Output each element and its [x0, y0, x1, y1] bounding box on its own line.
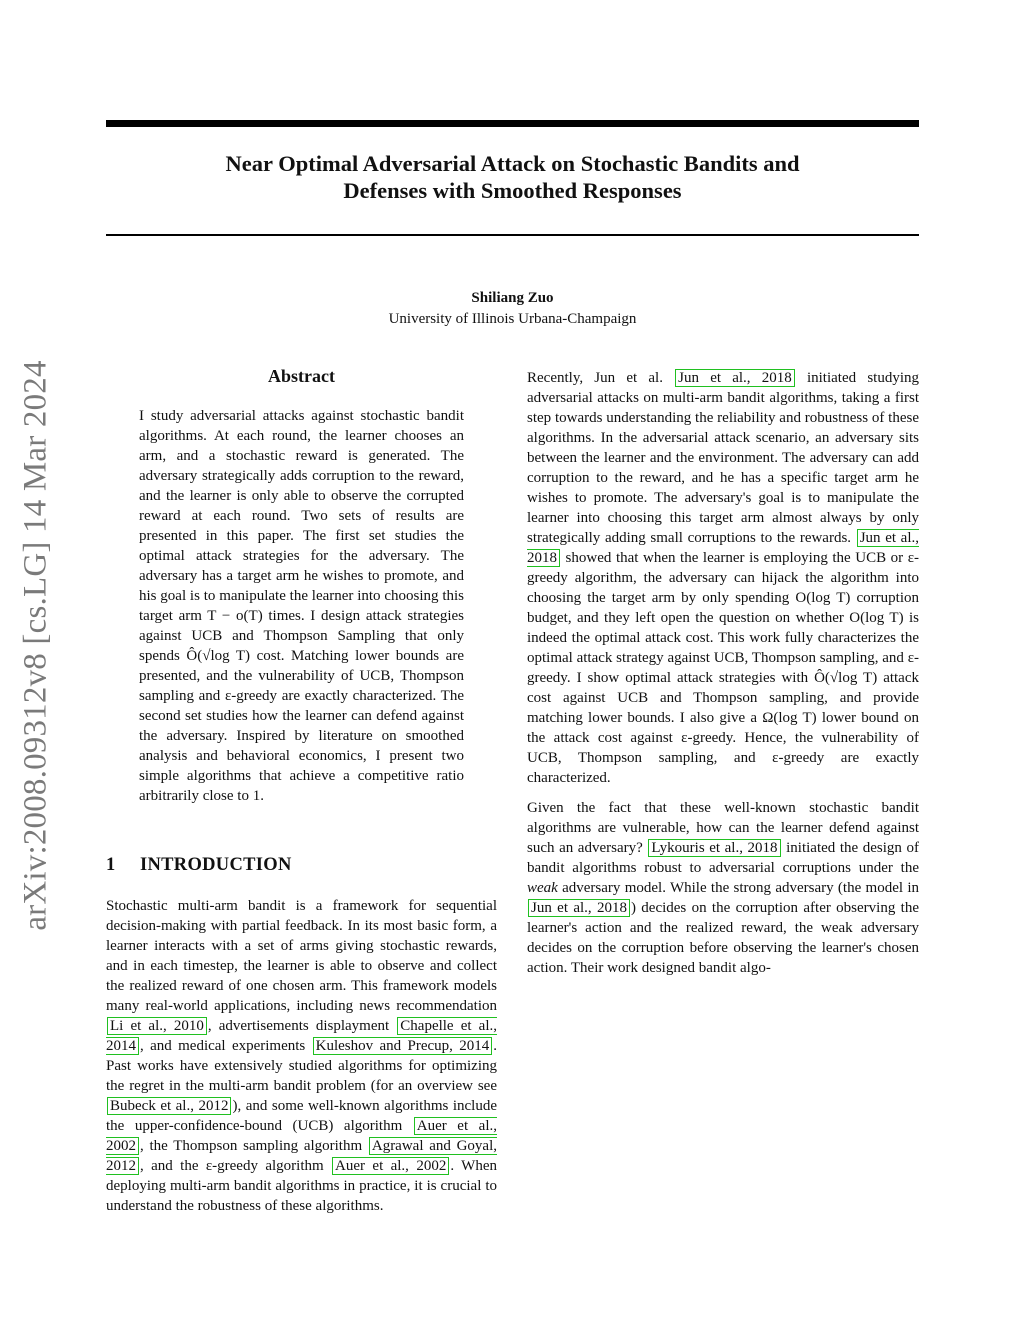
citation-link[interactable]: Bubeck et al., 2012	[107, 1097, 231, 1115]
author-affiliation: University of Illinois Urbana-Champaign	[388, 311, 637, 327]
paragraph-text: adversary model. While the strong adversary (the model in	[557, 880, 919, 896]
title-top-rule	[106, 120, 919, 127]
citation-link[interactable]: Auer et al., 2002	[332, 1157, 449, 1175]
citation-link[interactable]: Jun et al., 2018	[527, 530, 919, 566]
intro-paragraph-1	[106, 896, 497, 1216]
section-number: 1	[106, 855, 116, 875]
paragraph-text: Recently, Jun et al.	[527, 370, 675, 386]
left-column	[106, 366, 497, 1216]
citation-link[interactable]: Jun et al., 2018	[528, 899, 630, 917]
intro-paragraph-3	[527, 798, 919, 978]
paragraph-text: Given the fact that these well-known stochastic bandit algorithms are vulnerable, how can the learner defend against such an adversary?	[527, 800, 919, 856]
citation-link[interactable]: Chapelle et al., 2014	[106, 1018, 497, 1054]
citation-link[interactable]: Agrawal and Goyal, 2012	[106, 1138, 497, 1174]
paragraph-text: . Past works have extensively studied algorithms for optimizing the regret in the multi-arm bandit problem (for an overview see	[106, 1038, 497, 1094]
title-bottom-rule	[106, 234, 919, 236]
paragraph-text: , and medical experiments	[140, 1038, 312, 1054]
paragraph-text: showed that when the learner is employing the UCB or ε-greedy algorithm, the adversary can hijack the algorithm into choosing the target arm by only spending O(log T) corruption budget, and they left open the question on whether O(log T) is indeed the optimal attack cost. This work fully characterizes the optimal attack strategy against UCB, Thompson sampling, and ε-greedy. I show optimal attack strategies with Ô(√log T) attack cost against UCB and Thompson sampling, and provide matching lower bounds. I also give a Ω(log T) lower bound on the attack cost against ε-greedy. Hence, the vulnerability of UCB, Thompson sampling, and ε-greedy are exactly characterized.	[527, 550, 919, 786]
arxiv-identifier-stamp	[6, 350, 66, 940]
section-title: INTRODUCTION	[140, 855, 292, 875]
abstract-text: I study adversarial attacks against stochastic bandit algorithms. At each round, the learner chooses an arm, and a stochastic reward is generated. The adversary strategically adds corruption to the reward, and the learner is only able to observe the corrupted reward at each round. Two sets of results are presented in this paper. The first set studies the optimal attack strategies for the adversary. The adversary has a target arm he wishes to promote, and his goal is to manipulate the learner into choosing this target arm T − o(T) times. I design attack strategies against UCB and Thompson Sampling that only spends Ô(√log T) cost. Matching lower bounds are presented, and the vulnerability of UCB, Thompson sampling and ε-greedy are exactly characterized. The second set studies how the learner can defend against the adversary. Inspired by literature on smoothed analysis and behavioral economics, I present two simple algorithms that achieve a competitive ratio arbitrarily close to 1.	[139, 408, 464, 804]
citation-link[interactable]: Lykouris et al., 2018	[648, 839, 780, 857]
intro-paragraph-2	[527, 368, 919, 788]
citation-link[interactable]: Auer et al., 2002	[106, 1118, 497, 1154]
paragraph-text: , the Thompson sampling algorithm	[140, 1138, 368, 1154]
emphasis-text: weak	[527, 880, 558, 896]
paragraph-text: ) decides on the corruption after observing the learner's action and the realized reward, the weak adversary decides on the corruption before observing the learner's chosen action. Their work designed bandit algo-	[527, 900, 919, 976]
paragraph-text: , and the ε-greedy algorithm	[140, 1158, 332, 1174]
section-heading-introduction	[106, 855, 497, 876]
right-column	[527, 368, 919, 978]
paragraph-text: initiated the design of bandit algorithms robust to adversarial corruptions under the	[527, 840, 919, 876]
paragraph-text: initiated studying adversarial attacks on multi-arm bandit algorithms, taking a first step towards understanding the reliability and robustness of these algorithms. In the adversarial attack scenario, an adversary sits between the learner and the environment. The adversary can add corruption to the reward, and he has a specific target arm he wishes to promote. The adversary's goal is to manipulate the learner into choosing this target arm almost always by only strategically adding small corruptions to the rewards.	[527, 370, 920, 546]
paper-title	[106, 150, 919, 204]
citation-link[interactable]: Jun et al., 2018	[675, 369, 795, 387]
arxiv-identifier-text: arXiv:2008.09312v8 [cs.LG] 14 Mar 2024	[17, 359, 54, 931]
paragraph-text: Stochastic multi-arm bandit is a framework for sequential decision-making with partial feedback. In its most basic form, a learner interacts with a set of arms giving stochastic rewards, and in each timestep, the learner is able to observe and collect the realized reward of one chosen arm. This framework models many real-world applications, including news recommendation	[106, 898, 497, 1014]
paper-title-line-1: Near Optimal Adversarial Attack on Stochastic Bandits and	[225, 151, 800, 176]
paragraph-text: ), and some well-known algorithms include the upper-confidence-bound (UCB) algorithm	[106, 1098, 497, 1134]
citation-link[interactable]: Kuleshov and Precup, 2014	[313, 1037, 493, 1055]
paper-title-line-2: Defenses with Smoothed Responses	[343, 178, 682, 203]
paragraph-text: . When deploying multi-arm bandit algorithms in practice, it is crucial to understand the robustness of these algorithms.	[106, 1158, 497, 1214]
abstract-heading: Abstract	[268, 366, 335, 386]
paragraph-text: , advertisements displayment	[207, 1018, 397, 1034]
citation-link[interactable]: Li et al., 2010	[107, 1017, 207, 1035]
author-name: Shiliang Zuo	[471, 290, 554, 306]
